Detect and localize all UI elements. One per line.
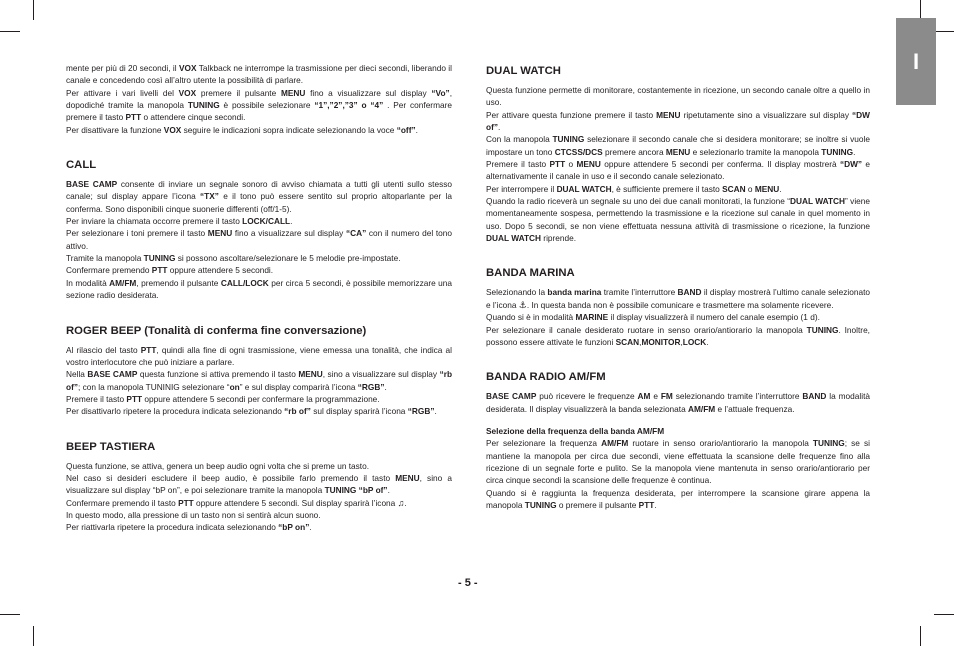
bold-text: PTT (178, 497, 194, 508)
text-run: e (650, 391, 661, 402)
bold-text: “1”,”2”,”3” o “4” (314, 100, 384, 111)
text-run: o (565, 159, 577, 170)
call-text (66, 178, 452, 301)
text-run: Per inviare la chiamata occorre premere il tasto (66, 216, 243, 227)
dual-watch-section (486, 64, 870, 244)
text-run: oppure attendere 5 secondi per conferma. Il display mostrerà (600, 159, 840, 170)
text-run: e selezionarlo tramite la manopola (690, 146, 822, 157)
text-run: . Inoltre, possono essere attivate le funzioni (486, 324, 870, 347)
crop-mark (920, 0, 921, 20)
paragraph (486, 109, 870, 134)
text-run: e l’attuale frequenza. (715, 403, 795, 414)
banda-radio-amfm-intro (486, 390, 870, 415)
right-column (486, 64, 870, 511)
paragraph (486, 84, 870, 109)
subsection-title-frequency-selection: Selezione della frequenza della banda AM/FM (486, 425, 665, 436)
paragraph (486, 487, 870, 512)
bold-text: CTCSS/DCS (554, 146, 603, 157)
section-title-call: CALL (66, 159, 97, 172)
paragraph (66, 277, 452, 302)
bold-text: MENU (207, 228, 233, 239)
text-run: selezionando tramite l’interruttore (672, 391, 803, 402)
text-run: , è sufficiente premere il tasto (611, 183, 723, 194)
text-run: fino a visualizzare sul display (232, 228, 346, 239)
bold-text: TUNING (806, 324, 839, 335)
crop-mark (0, 614, 20, 615)
banda-marina-section (486, 266, 870, 348)
page-number: - 5 - (458, 577, 478, 589)
roger-beep-text (66, 344, 452, 418)
bold-text: AM (637, 391, 651, 402)
text-run: Tramite la manopola (66, 253, 144, 264)
section-title-banda-marina: BANDA MARINA (486, 267, 575, 280)
text-run: oppure attendere 5 secondi per confermare la programmazione. (142, 393, 380, 404)
bold-text: PTT (638, 499, 655, 510)
bold-text: TUNING “bP of” (324, 485, 388, 496)
paragraph (66, 252, 452, 264)
paragraph (486, 311, 870, 323)
text-run: premere ancora (602, 146, 666, 157)
bold-text: MENU (656, 109, 681, 120)
text-run: il display visualizzerà il numero del canale esempio (1 d). (608, 312, 820, 323)
bold-text: PTT (126, 393, 143, 404)
vox-continued-section (66, 62, 452, 136)
text-run: e alternativamente il canale in uso e il secondo canale selezionato. (486, 159, 871, 182)
text-run: . (434, 406, 437, 417)
paragraph (66, 62, 452, 87)
text-run: Selezionando la (486, 287, 548, 298)
text-run: Per attivare questa funzione premere il tasto (486, 109, 657, 120)
text-run: Questa funzione, se attiva, genera un beep audio ogni volta che si preme un tasto. (66, 460, 370, 471)
text-run: Premere il tasto (486, 159, 550, 170)
text-run: o (745, 183, 755, 194)
bold-text: banda marina (547, 287, 602, 298)
paragraph (486, 324, 870, 349)
bold-text: DUAL WATCH (789, 196, 846, 207)
paragraph (66, 460, 452, 472)
bold-text: DUAL WATCH (486, 233, 541, 244)
text-run: In questo modo, alla pressione di un tasto non si sentirà alcun suono. (66, 509, 321, 520)
text-run: questa funzione si attiva premendo il tasto (137, 369, 299, 380)
bold-text: MARINE (575, 312, 609, 323)
text-run: ; con la manopola TUNINIG selezionare “ (77, 381, 230, 392)
paragraph (66, 227, 452, 252)
section-title-dual-watch: DUAL WATCH (486, 65, 561, 77)
bold-text: BASE CAMP (66, 179, 118, 190)
text-run: per circa 5 secondi, è possibile memorizzare una sezione radio desiderata. (66, 277, 452, 301)
bold-text: TUNING (821, 146, 854, 157)
text-run: selezionare il secondo canale che si desidera monitorare; se inoltre si vuole impostare un tono (486, 134, 870, 157)
text-run: . (654, 499, 657, 510)
paragraph (486, 183, 870, 195)
beep-tastiera-section (66, 440, 452, 534)
paragraph (66, 497, 452, 509)
text-run: Per selezionare il canale desiderato ruotare in senso orario/antiorario la manopola (486, 324, 807, 335)
bold-text: “RGB” (357, 381, 385, 392)
bold-text: SCAN (722, 183, 746, 194)
bold-text: “DW” (839, 159, 863, 170)
paragraph (486, 437, 870, 486)
text-run: In modalità (66, 277, 110, 288)
bold-text: “Vo” (431, 87, 450, 98)
text-run: Per selezionare i toni premere il tasto (66, 228, 208, 239)
section-title-beep-tastiera: BEEP TASTIERA (66, 440, 156, 453)
bold-text: SCAN (615, 336, 640, 347)
text-run: oppure attendere 5 secondi. Sul display sparirà l’icona (193, 497, 398, 508)
banda-marina-text (486, 286, 870, 348)
bold-text: MENU (280, 87, 306, 98)
anchor-icon: ⚓ (518, 299, 527, 310)
paragraph (66, 368, 452, 393)
language-tab (896, 18, 936, 105)
paragraph (486, 286, 870, 311)
text-run: fino a visualizzare sul display (305, 87, 432, 98)
text-run: . (779, 183, 782, 194)
paragraph (66, 215, 452, 227)
bold-text: TUNING (187, 100, 220, 111)
bold-text: on (229, 381, 240, 392)
bold-text: MENU (754, 183, 780, 194)
text-run: . (309, 522, 312, 533)
bold-text: “rb of” (284, 406, 311, 417)
crop-mark (33, 0, 34, 20)
text-run: riprende. (541, 233, 577, 244)
paragraph (486, 158, 870, 183)
music-note-icon: ♫ (397, 497, 405, 508)
bold-text: MENU (665, 146, 691, 157)
bold-text: AM/FM (109, 277, 137, 288)
bold-text: LOCK (682, 336, 707, 347)
bold-text: MENU (395, 472, 420, 483)
paragraph (66, 405, 452, 417)
text-run: Quando la radio riceverà un segnale su uno dei due canali monitorati, la funzione “ (486, 196, 790, 207)
bold-text: VOX (178, 63, 197, 73)
bold-text: PTT (125, 112, 142, 123)
text-run: , quindi alla fine di ogni trasmissione, viene emessa una tonalità, che indica al vostro interlocutore che può iniziare a parlare. (66, 344, 452, 367)
text-run: Premere il tasto (66, 393, 127, 404)
text-run: ” e sul display comparirà l’icona (239, 381, 358, 392)
text-run: Per disattivarlo ripetere la procedura indicata selezionando (66, 406, 285, 417)
bold-text: AM/FM (688, 403, 716, 414)
paragraph (486, 133, 870, 158)
crop-mark (934, 31, 954, 32)
bold-text: BAND (802, 391, 827, 402)
frequency-selection-text (486, 437, 870, 511)
section-title-roger-beep: ROGER BEEP (Tonalità di conferma fine conversazione) (66, 324, 367, 337)
paragraph (66, 178, 452, 215)
paragraph (66, 521, 452, 533)
crop-mark (0, 31, 20, 32)
bold-text: DUAL WATCH (556, 183, 612, 194)
bold-text: PTT (140, 344, 157, 355)
text-run: . In questa banda non è possibile comunicare e trasmettere ma solamente ricevere. (526, 299, 834, 310)
text-run: . (706, 336, 709, 347)
text-run: , premendo il pulsante (136, 277, 221, 288)
text-run: . (384, 381, 387, 392)
bold-text: “CA” (345, 228, 367, 239)
text-run: , dopodiché tramite la manopola (66, 87, 452, 111)
text-run: consente di inviare un segnale sonoro di avviso chiamata a tutti gli utenti sullo stesso canale; sul display appare l’icona (66, 179, 452, 202)
bold-text: TUNING (524, 499, 557, 510)
text-run: . (415, 124, 418, 135)
text-run: ” viene momentaneamente sospesa, permettendo la trasmissione e la ricezione sul canale in quel momento in uso. Dopo 5 secondi, se non viene effettuata nessuna attività di trasmissione o ricezione, la funzione (486, 196, 871, 231)
text-run: Confermare premendo (66, 265, 152, 276)
text-run: la modalità desiderata. Il display visualizzerà la banda selezionata (486, 391, 870, 414)
text-run: mente per più di 20 secondi, il (66, 63, 179, 73)
paragraph (66, 124, 452, 136)
text-run: ruotare in senso orario/antiorario la manopola (628, 438, 813, 449)
bold-text: MENU (576, 159, 601, 170)
section-title-banda-radio-amfm: BANDA RADIO AM/FM (486, 371, 606, 384)
bold-text: MENU (298, 369, 323, 380)
text-run: si possono ascoltare/selezionare le 5 melodie pre-impostate. (175, 253, 401, 264)
text-run: Per attivare i vari livelli del (66, 87, 179, 98)
paragraph (66, 393, 452, 405)
bold-text: TUNING (143, 253, 176, 264)
bold-text: “DW of” (486, 109, 871, 133)
bold-text: “RGB” (407, 406, 435, 417)
bold-text: VOX (178, 87, 197, 98)
bold-text: PTT (151, 265, 168, 276)
text-run: Nella (66, 369, 88, 380)
text-run: , sino a visualizzare sul display (322, 369, 440, 380)
text-run: Confermare premendo il tasto (66, 497, 179, 508)
text-run: . (290, 216, 293, 227)
paragraph (486, 195, 870, 244)
paragraph (66, 472, 452, 497)
paragraph (66, 87, 452, 124)
text-run: e il tono può essere sentito sul proprio altoparlante per la conferma. Sono disponibili cinque suonerie differenti (off/1-5). (66, 191, 452, 214)
vox-continued-text (66, 62, 452, 136)
text-run: tramite l’interruttore (601, 287, 678, 298)
bold-text: VOX (163, 124, 182, 135)
text-run: Per selezionare la frequenza (486, 438, 602, 449)
bold-text: MONITOR (641, 336, 681, 347)
text-run: ; se si mantiene la manopola per circa due secondi, viene effettuata la scansione delle frequenze fino alla ricezione di un segnale forte e pulito. Se la manopola viene mantenuta in senso orario/antiorario per circa cinque secondi la scansione delle frequenze è continua. (486, 438, 870, 486)
paragraph (66, 344, 452, 369)
text-run: può ricevere le frequenze (536, 391, 638, 402)
text-run: Quando si è in modalità (486, 312, 576, 323)
text-run: ripetutamente sino a visualizzare sul display (680, 109, 853, 120)
dual-watch-text (486, 84, 870, 244)
text-run: o premere il pulsante (556, 499, 639, 510)
bold-text: “TX” (200, 191, 219, 202)
text-run: , (680, 336, 683, 347)
text-run: . (387, 485, 390, 496)
crop-mark (920, 626, 921, 646)
text-run: premere il pulsante (196, 87, 281, 98)
bold-text: BAND (677, 287, 702, 298)
crop-mark (33, 626, 34, 646)
bold-text: TUNING (552, 134, 585, 145)
bold-text: “rb of” (66, 369, 453, 392)
left-column (66, 62, 452, 534)
roger-beep-section (66, 324, 452, 418)
text-run: Al rilascio del tasto (66, 344, 141, 355)
text-run: , sino a visualizzare sul display “bP on”, e poi selezionare tramite la manopola (66, 472, 452, 496)
text-run: è possibile selezionare (219, 100, 315, 111)
language-tab-label: I (912, 48, 920, 74)
paragraph (486, 390, 870, 415)
text-run: Con la manopola (486, 134, 553, 145)
beep-tastiera-text (66, 460, 452, 534)
text-run: Nel caso si desideri escludere il beep audio, è possibile farlo premendo il tasto (66, 472, 396, 483)
bold-text: TUNING (812, 438, 845, 449)
paragraph (66, 264, 452, 276)
text-run: o attendere cinque secondi. (141, 112, 246, 123)
banda-radio-amfm-section (486, 370, 870, 511)
text-run: sul display sparirà l’icona (310, 406, 408, 417)
bold-text: “bP on” (278, 522, 310, 533)
text-run: Per disattivare la funzione (66, 124, 164, 135)
bold-text: LOCK/CALL (242, 216, 291, 227)
text-run: . (404, 497, 407, 508)
text-run: il display mostrerà l’ultimo canale selezionato e l’icona (486, 287, 870, 310)
call-section (66, 158, 452, 301)
text-run: , (639, 336, 642, 347)
text-run: con il numero del tono attivo. (66, 228, 452, 251)
text-run: oppure attendere 5 secondi. (167, 265, 274, 276)
text-run: Per riattivarla ripetere la procedura indicata selezionando (66, 522, 279, 533)
paragraph (66, 509, 452, 521)
bold-text: AM/FM (601, 438, 629, 449)
bold-text: BASE CAMP (486, 391, 537, 402)
text-run: . (497, 122, 501, 133)
text-run: Questa funzione permette di monitorare, costantemente in ricezione, un secondo canale oltre a quello in uso. (486, 85, 870, 108)
bold-text: “off” (396, 124, 416, 135)
bold-text: CALL/LOCK (220, 277, 269, 288)
bold-text: PTT (549, 159, 566, 170)
bold-text: FM (660, 391, 673, 402)
text-run: Talkback ne interrompe la trasmissione per dieci secondi, liberando il canale e concedendo così all’altro utente la possibilità di parlare. (66, 63, 452, 86)
bold-text: BASE CAMP (87, 369, 138, 380)
text-run: seguire le indicazioni sopra indicate selezionando la voce (181, 124, 397, 135)
text-run: . (853, 146, 856, 157)
text-run: Per interrompere il (486, 183, 557, 194)
text-run: . Per confermare premere il tasto (66, 100, 452, 123)
text-run: Quando si è raggiunta la frequenza desiderata, per interrompere la scansione girare appena la manopola (486, 487, 870, 510)
crop-mark (934, 614, 954, 615)
